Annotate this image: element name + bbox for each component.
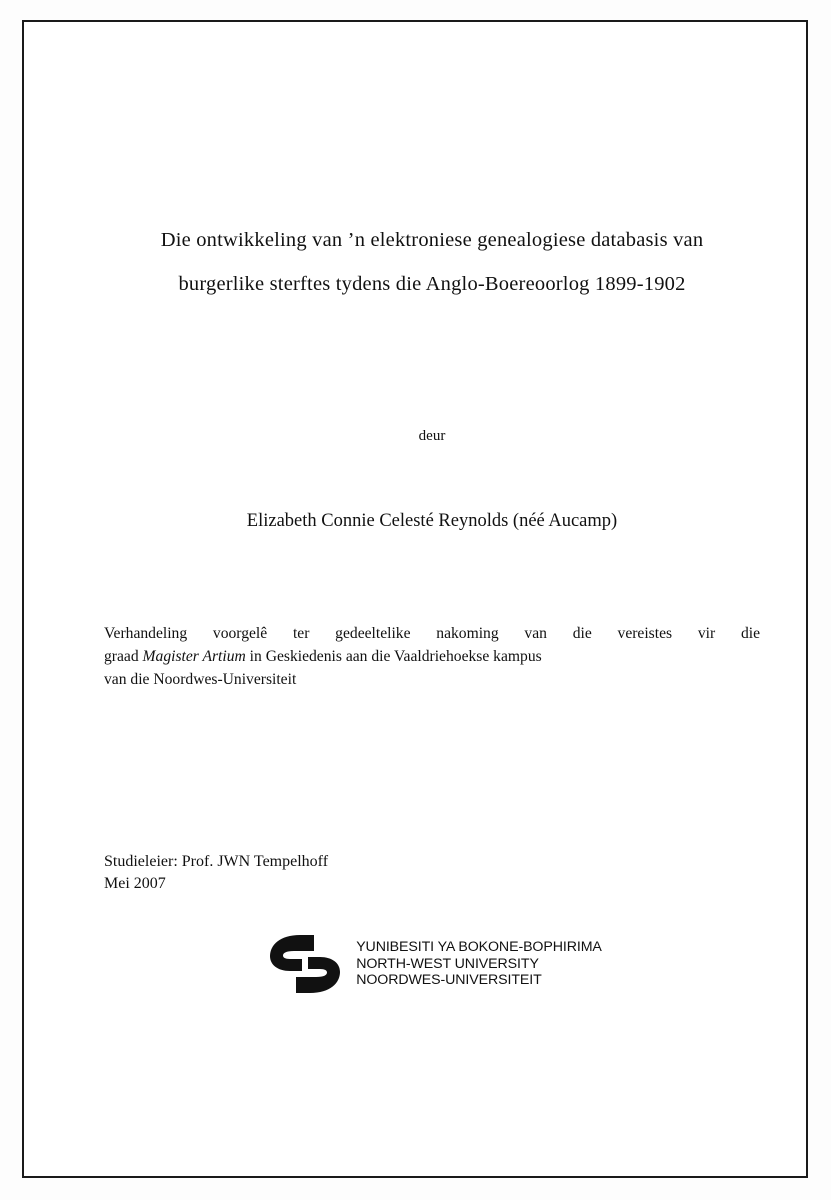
logo-text-line-2: NORTH-WEST UNIVERSITY bbox=[356, 955, 539, 972]
logo-text-line-1: YUNIBESITI YA BOKONE-BOPHIRIMA bbox=[356, 939, 602, 956]
degree-statement-line-1: Verhandeling voorgelê ter gedeeltelike nakoming van die vereistes vir die bbox=[104, 625, 760, 642]
by-label: deur bbox=[418, 428, 446, 444]
supervisor-and-date bbox=[102, 851, 762, 895]
degree-statement-line-2 bbox=[104, 645, 760, 668]
title-line-2: burgerlike sterftes tydens die Anglo-Boereoorlog 1899-1902 bbox=[178, 273, 686, 295]
page-border bbox=[22, 20, 808, 1178]
title-page-content bbox=[102, 62, 762, 1142]
degree-statement-line-2-pre: graad bbox=[104, 648, 143, 665]
university-logo bbox=[102, 929, 762, 999]
title-line-1: Die ontwikkeling van ’n elektroniese genealogiese databasis van bbox=[160, 229, 704, 251]
author-name: Elizabeth Connie Celesté Reynolds (néé Aucamp) bbox=[246, 511, 618, 531]
date-line: Mei 2007 bbox=[104, 875, 166, 892]
degree-statement-line-2-post: in Geskiedenis aan die Vaaldriehoekse kampus bbox=[245, 648, 542, 665]
degree-statement bbox=[102, 622, 762, 691]
page-title bbox=[102, 218, 762, 306]
logo-text-line-3: NOORDWES-UNIVERSITEIT bbox=[356, 972, 542, 989]
degree-name-italic: Magister Artium bbox=[142, 648, 246, 665]
nwu-logo-icon bbox=[262, 929, 348, 999]
university-logo-text bbox=[356, 939, 602, 989]
degree-statement-line-3: van die Noordwes-Universiteit bbox=[104, 671, 297, 688]
supervisor-line: Studieleier: Prof. JWN Tempelhoff bbox=[104, 853, 329, 870]
